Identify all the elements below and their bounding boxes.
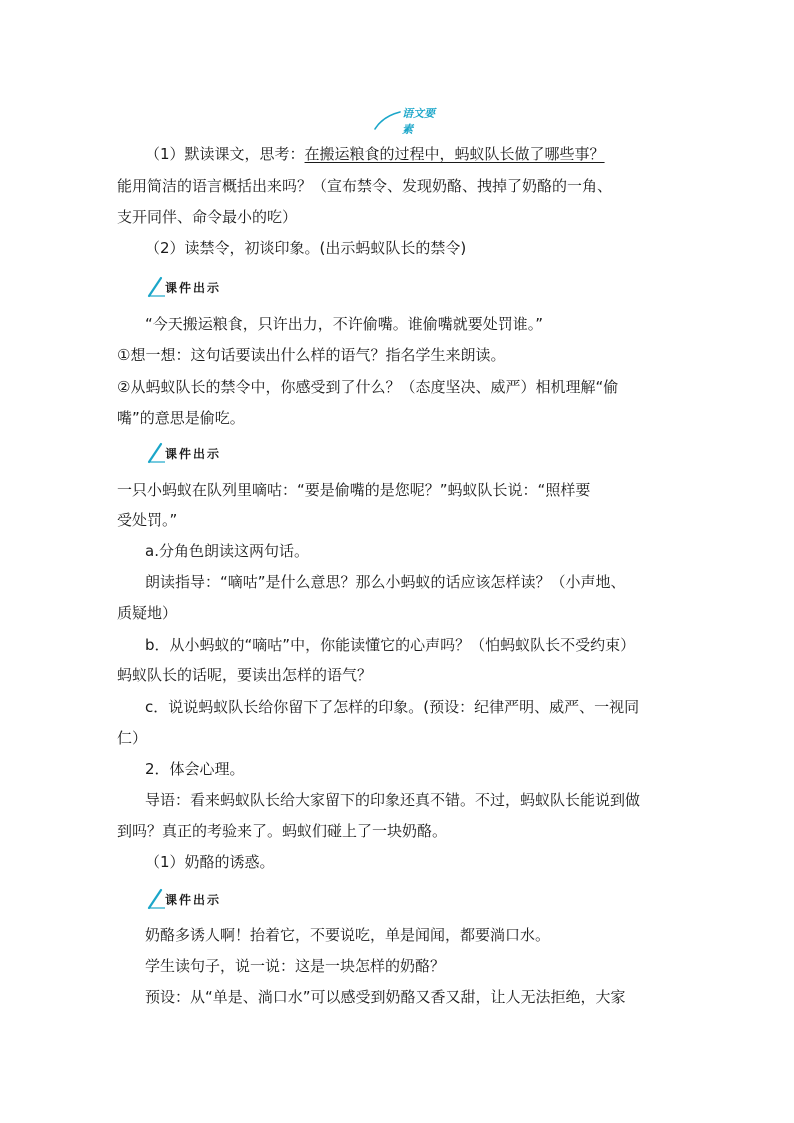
text-line: 受处罚。” [117, 511, 178, 529]
yuwen-yaosu-badge [372, 103, 442, 136]
text-line: 一只小蚂蚁在队列里嘀咕：“要是偷嘴的是您呢？”蚂蚁队长说：“照样要 [117, 481, 591, 499]
underlined-question: 在搬运粮食的过程中，蚂蚁队长做了哪些事？ [304, 145, 605, 163]
text-line: 质疑地） [117, 604, 178, 622]
badge-label: 语文要素 [402, 107, 435, 136]
text-line: （2）读禁令，初谈印象。(出示蚂蚁队长的禁令) [145, 239, 467, 257]
text-line: ①想一想：这句话要读出什么样的语气？指名学生来朗读。 [117, 346, 506, 364]
kejian-label: 课件出示 [165, 447, 222, 461]
text-line: 预设：从“单是、淌口水”可以感受到奶酪又香又甜，让人无法拒绝，大家 [145, 988, 626, 1006]
kejian-label: 课件出示 [165, 893, 222, 907]
text-line: （1）奶酪的诱惑。 [145, 853, 275, 871]
kejian-label: 课件出示 [165, 281, 222, 295]
text-line: 2．体会心理。 [145, 760, 245, 778]
text-line: “今天搬运粮食，只许出力，不许偷嘴。谁偷嘴就要处罚谁。” [145, 315, 544, 333]
swoosh-icon [372, 103, 402, 133]
text-line [145, 144, 715, 164]
text-line: b．从小蚂蚁的“嘀咕”中，你能读懂它的心声吗？（怕蚂蚁队长不受约束） [145, 636, 636, 654]
text-line: 嘴”的意思是偷吃。 [117, 409, 245, 427]
text-line: 朗读指导：“嘀咕”是什么意思？那么小蚂蚁的话应该怎样读？（小声地、 [145, 573, 626, 591]
line-part: （1）默读课文，思考： [145, 145, 305, 163]
pen-stroke-icon [147, 888, 167, 910]
text-line: 到吗？真正的考验来了。蚂蚁们碰上了一块奶酪。 [117, 822, 448, 840]
text-line: a.分角色朗读这两句话。 [145, 542, 309, 560]
pen-stroke-icon [147, 276, 167, 298]
text-line: 支开同伴、命令最小的吃） [117, 208, 298, 226]
kejian-chushi-heading [147, 276, 287, 298]
text-line: 蚂蚁队长的话呢，要读出怎样的语气？ [117, 666, 373, 684]
kejian-chushi-heading [147, 888, 287, 910]
pen-stroke-icon [147, 442, 167, 464]
text-line: 仁） [117, 729, 148, 747]
text-line: 学生读句子，说一说：这是一块怎样的奶酪？ [145, 957, 446, 975]
text-line: c．说说蚂蚁队长给你留下了怎样的印象。(预设：纪律严明、威严、一视同 [145, 698, 640, 716]
text-line: 能用简洁的语言概括出来吗？（宣布禁令、发现奶酪、拽掉了奶酪的一角、 [117, 177, 613, 195]
text-line: 导语：看来蚂蚁队长给大家留下的印象还真不错。不过，蚂蚁队长能说到做 [145, 791, 641, 809]
kejian-chushi-heading [147, 442, 287, 464]
text-line: 奶酪多诱人啊！抬着它，不要说吃，单是闻闻，都要淌口水。 [145, 926, 551, 944]
text-line: ②从蚂蚁队长的禁令中，你感受到了什么？（态度坚决、威严）相机理解“偷 [117, 378, 619, 396]
